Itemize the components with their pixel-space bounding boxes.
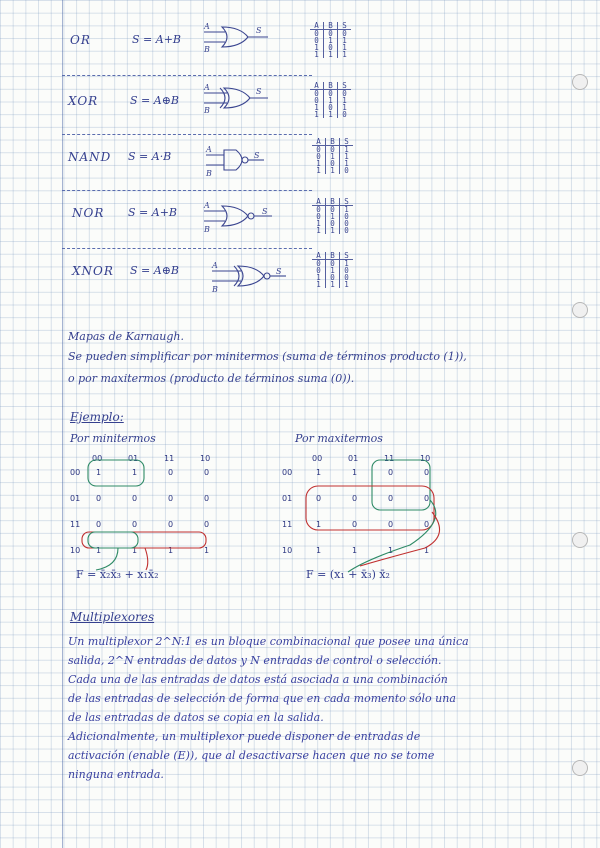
kmap-cell: 0 [168,520,174,529]
formula-minterms: F = x̄₂x̄₃ + x₁x̄₂ [76,568,159,581]
kmap-cell: 1 [316,520,322,529]
kmap-cell: 1 [316,468,322,477]
kmap-cell: 1 [168,546,174,555]
svg-text:S: S [256,87,262,96]
kmap-col-label: 11 [164,454,175,463]
kmap-cell: 1 [316,546,322,555]
svg-text:B: B [204,225,210,234]
section-heading-karnaugh: Mapas de Karnaugh. [68,330,184,343]
section-heading-examples: Ejemplo: [70,410,124,424]
kmap-cell: 1 [204,546,210,555]
kmap-cell: 1 [96,468,102,477]
kmap-col-label: 01 [348,454,359,463]
text-line: Cada una de las entradas de datos está asociada a una combinación [68,673,448,686]
gate-name: NOR [72,206,105,220]
kmap-cell: 1 [96,546,102,555]
gate-expression: S = A+B [128,206,177,219]
kmap-col-label: 10 [420,454,431,463]
kmap-cell: 1 [424,546,430,555]
svg-text:S: S [262,207,268,216]
svg-text:S: S [276,267,282,276]
svg-text:B: B [212,285,218,294]
kmap-cell: 0 [132,494,138,503]
kmap-cell: 0 [352,494,358,503]
svg-text:A: A [212,261,218,270]
multiplexer-paragraph [68,632,583,784]
text-line: Adicionalmente, un multiplexor puede disponer de entradas de [68,730,421,743]
kmap-cell: 1 [352,468,358,477]
svg-text:A: A [204,83,210,92]
kmap-row-label: 11 [282,520,293,529]
kmap-row-label: 01 [282,494,293,503]
gate-name: XNOR [72,264,114,278]
kmap-cell: 1 [132,546,138,555]
truth-table-nor: A B S 0 0 1 0 1 0 1 0 0 1 1 0 [312,198,353,234]
kmap-cell: 0 [424,494,430,503]
text-line: salida, 2^N entradas de datos y N entradas de control o selección. [68,654,442,667]
gate-name: NAND [68,150,112,164]
kmap-cell: 0 [388,468,394,477]
kmap-row-label: 00 [282,468,293,477]
kmap-cell: 0 [96,494,102,503]
gate-expression: S = A⊕B [130,264,179,277]
kmap-cell: 0 [316,494,322,503]
kmap-row-label: 01 [70,494,81,503]
subheading-maxterms: Por maxitermos [295,432,383,445]
gate-expression: S = A+B [132,33,181,46]
text-line: o por maxitermos (producto de términos suma (0)). [68,372,355,385]
svg-text:S: S [256,26,262,35]
gate-name: OR [70,33,91,47]
kmap-cell: 1 [352,546,358,555]
gate-name: XOR [68,94,99,108]
kmap-row-label: 11 [70,520,81,529]
kmap-cell: 0 [204,468,210,477]
truth-table-nand: A B S 0 0 1 0 1 1 1 0 1 1 1 0 [312,138,353,174]
text-line: Un multiplexor 2^N:1 es un bloque combinacional que posee una única [68,635,469,648]
svg-text:S: S [254,151,260,160]
kmap-cell: 1 [132,468,138,477]
kmap-cell: 0 [96,520,102,529]
kmap-col-label: 11 [384,454,395,463]
kmap-row-label: 10 [70,546,81,555]
gate-expression: S = A⊕B [130,94,179,107]
svg-text:A: A [204,201,210,210]
kmap-cell: 0 [168,494,174,503]
text-line: Se pueden simplificar por minitermos (suma de términos producto (1)), [68,350,467,363]
truth-table-or: A B S 0 0 0 0 1 1 1 0 1 1 1 1 [310,22,351,58]
svg-text:A: A [204,22,210,31]
kmap-col-label: 00 [312,454,323,463]
formula-maxterms: F = (x₁ + x̄₃) x̄₂ [306,568,390,581]
svg-text:A: A [206,145,212,154]
text-line: de las entradas de datos se copia en la salida. [68,711,324,724]
text-line: ninguna entrada. [68,768,164,781]
gate-expression: S = A·B [128,150,172,163]
kmap-cell: 0 [352,520,358,529]
text-line: activación (enable (E)), que al desactivarse hacen que no se tome [68,749,435,762]
truth-table-xor: A B S 0 0 0 0 1 1 1 0 1 1 1 0 [310,82,351,118]
kmap-cell: 0 [424,520,430,529]
kmap-cell: 0 [204,520,210,529]
svg-text:B: B [204,45,210,54]
subheading-minterms: Por minitermos [70,432,156,445]
kmap-col-label: 01 [128,454,139,463]
kmap-cell: 0 [424,468,430,477]
truth-table-xnor: A B S 0 0 1 0 1 0 1 0 0 1 1 1 [312,252,353,288]
kmap-row-label: 00 [70,468,81,477]
svg-text:B: B [204,106,210,115]
kmap-cell: 0 [168,468,174,477]
section-heading-multiplexers: Multiplexores [70,610,155,624]
text-line: de las entradas de selección de forma que en cada momento sólo una [68,692,456,705]
kmap-cell: 0 [132,520,138,529]
kmap-col-label: 00 [92,454,103,463]
kmap-cell: 0 [388,494,394,503]
kmap-cell: 1 [388,546,394,555]
svg-text:B: B [206,169,212,178]
kmap-col-label: 10 [200,454,211,463]
kmap-row-label: 10 [282,546,293,555]
kmap-cell: 0 [204,494,210,503]
kmap-cell: 0 [388,520,394,529]
